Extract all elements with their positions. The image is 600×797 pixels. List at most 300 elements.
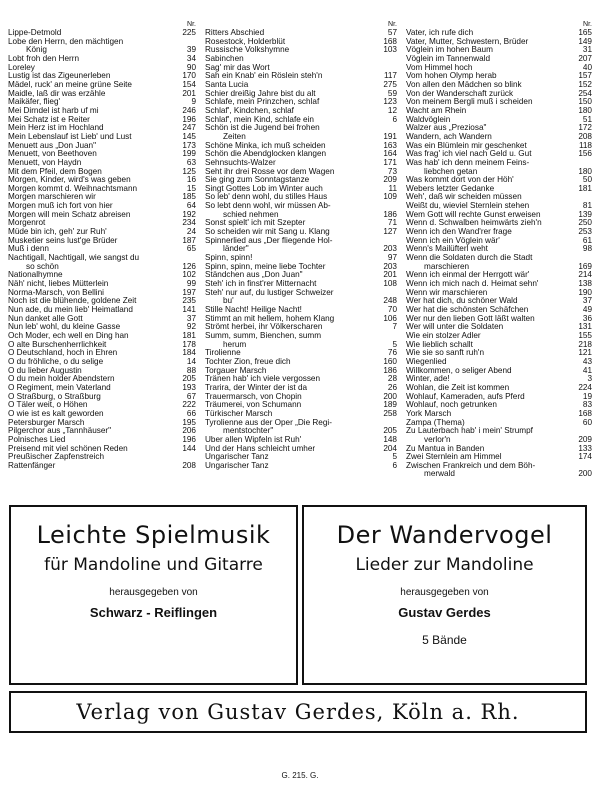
song-title: Nachtigall, Nachtigall, wie sangst du bbox=[8, 254, 140, 263]
song-number: 206 bbox=[182, 426, 196, 436]
song-title: Was kommt dort von der Höh' bbox=[406, 176, 514, 185]
index-entry bbox=[8, 55, 196, 64]
song-title: Menuett aus „Don Juan" bbox=[8, 141, 97, 150]
song-number: 173 bbox=[182, 140, 196, 150]
song-title: Zeiten bbox=[223, 132, 246, 141]
index-entry bbox=[8, 168, 196, 177]
song-title: Träumerei, von Schumann bbox=[205, 401, 302, 410]
song-title: Morgen will mein Schatz abreisen bbox=[8, 210, 131, 219]
song-number: 26 bbox=[387, 382, 397, 392]
song-title: Wenn wir marschieren bbox=[406, 288, 488, 297]
song-number: 108 bbox=[383, 279, 397, 289]
index-entry bbox=[406, 168, 592, 177]
song-title: Schlaf', Kindchen, schlaf bbox=[205, 106, 294, 115]
song-title: Lobt froh den Herrn bbox=[8, 54, 80, 63]
song-title: Vom hohen Olymp herab bbox=[406, 72, 497, 81]
index-entry bbox=[8, 375, 196, 384]
song-title: Lobe den Herrn, den mächtigen bbox=[8, 37, 124, 46]
index-entry bbox=[406, 237, 592, 246]
index-entry bbox=[205, 453, 397, 462]
song-number: 109 bbox=[383, 192, 397, 202]
index-entry bbox=[406, 341, 592, 350]
ad-left-editor: Schwarz - Reiflingen bbox=[89, 605, 218, 620]
index-entry bbox=[8, 237, 196, 246]
song-title: Sonst spielt' ich mit Szepter bbox=[205, 219, 306, 228]
song-title: Waldvöglein bbox=[406, 115, 451, 124]
index-entry bbox=[406, 393, 592, 402]
song-title: Ritters Abschied bbox=[205, 29, 265, 37]
index-entry bbox=[205, 358, 397, 367]
index-entry bbox=[406, 81, 592, 90]
song-title: Vater, Mutter, Schwestern, Brüder bbox=[406, 37, 529, 46]
index-entry bbox=[205, 297, 397, 306]
song-number: 83 bbox=[582, 400, 592, 410]
song-title: Morgen, Kinder, wird's was geben bbox=[8, 176, 131, 185]
song-index bbox=[8, 20, 592, 493]
index-entry bbox=[8, 419, 196, 428]
song-title: O wie ist es kalt geworden bbox=[8, 409, 104, 418]
index-entry bbox=[406, 211, 592, 220]
song-title: Zu Lauterbach hab' i mein' Strumpf bbox=[406, 427, 533, 436]
song-number: 205 bbox=[383, 426, 397, 436]
song-title: marschieren bbox=[424, 262, 470, 271]
index-entry bbox=[205, 124, 397, 133]
song-title: O du fröhliche, o du selige bbox=[8, 357, 104, 366]
song-number: 196 bbox=[182, 114, 196, 124]
song-number: 197 bbox=[182, 287, 196, 297]
index-entry bbox=[8, 46, 196, 55]
song-number: 186 bbox=[383, 365, 397, 375]
index-entry bbox=[205, 219, 397, 228]
song-title: Stimmt an mit hellem, hohem Klang bbox=[205, 314, 335, 323]
index-entry bbox=[205, 98, 397, 107]
song-title: Ungarischer Tanz bbox=[205, 461, 269, 470]
song-number: 6 bbox=[392, 114, 397, 124]
song-number: 37 bbox=[186, 313, 196, 323]
song-number: 155 bbox=[578, 330, 592, 340]
song-number: 207 bbox=[578, 53, 592, 63]
index-entry bbox=[8, 263, 196, 272]
song-number: 253 bbox=[578, 227, 592, 237]
song-number: 138 bbox=[578, 279, 592, 289]
song-number: 168 bbox=[383, 36, 397, 46]
song-number: 3 bbox=[587, 374, 592, 384]
index-entry bbox=[205, 384, 397, 393]
index-entry bbox=[8, 367, 196, 376]
song-number: 118 bbox=[578, 140, 592, 150]
song-title: Und der Hans schleicht umher bbox=[205, 444, 316, 453]
index-entry bbox=[205, 133, 397, 142]
song-number: 73 bbox=[387, 166, 397, 176]
song-title: Wer will unter die Soldaten bbox=[406, 323, 504, 332]
index-entry bbox=[205, 306, 397, 315]
index-entry bbox=[8, 81, 196, 90]
advertisements bbox=[9, 505, 587, 733]
ad-right-subtitle: Lieder zur Mandoline bbox=[355, 555, 534, 575]
index-entry bbox=[205, 90, 397, 99]
song-number: 196 bbox=[182, 434, 196, 444]
song-number: 154 bbox=[182, 79, 196, 89]
index-entry bbox=[205, 46, 397, 55]
index-entry bbox=[406, 427, 592, 436]
song-number: 170 bbox=[182, 71, 196, 81]
index-entry bbox=[8, 341, 196, 350]
index-entry bbox=[406, 462, 592, 471]
song-number: 165 bbox=[578, 28, 592, 37]
song-title: Schlafe, mein Prinzchen, schlaf bbox=[205, 98, 320, 107]
index-entry bbox=[8, 436, 196, 445]
index-entry bbox=[205, 185, 397, 194]
song-number: 200 bbox=[578, 469, 592, 479]
song-number: 15 bbox=[186, 183, 196, 193]
index-entry bbox=[8, 254, 196, 263]
song-title: Wohlan, die Zeit ist kommen bbox=[406, 383, 510, 392]
song-title: Vöglein im Tannenwald bbox=[406, 54, 491, 63]
song-title: Norma-Marsch, von Bellini bbox=[8, 288, 105, 297]
song-number: 150 bbox=[578, 97, 592, 107]
index-entry bbox=[406, 245, 592, 254]
song-number: 92 bbox=[186, 322, 196, 332]
index-entry bbox=[406, 219, 592, 228]
song-number: 39 bbox=[186, 45, 196, 55]
index-entry bbox=[8, 323, 196, 332]
nr-column-header: Nr. bbox=[583, 21, 592, 28]
song-title: Singt Gottes Lob im Winter auch bbox=[205, 184, 323, 193]
song-number: 7 bbox=[392, 322, 397, 332]
song-title: Ständchen aus „Don Juan" bbox=[205, 271, 303, 280]
song-title: Menuett, von Beethoven bbox=[8, 150, 97, 159]
song-title: Müde bin ich, geh' zur Ruh' bbox=[8, 228, 107, 237]
song-title: Morgenrot bbox=[8, 219, 46, 228]
song-number: 172 bbox=[578, 123, 592, 133]
song-title: Nun danket alle Gott bbox=[8, 314, 83, 323]
ad-der-wandervogel bbox=[302, 505, 587, 685]
song-title: Wandern, ach Wandern bbox=[406, 132, 492, 141]
index-entry bbox=[406, 367, 592, 376]
index-entry bbox=[8, 462, 196, 471]
song-title: Zwischen Frankreich und dem Böh- bbox=[406, 461, 536, 470]
song-title: Weißt du, wieviel Sternlein stehen bbox=[406, 202, 530, 211]
index-entry bbox=[205, 159, 397, 168]
index-entry bbox=[406, 176, 592, 185]
song-title: Nun ade, du mein lieb' Heimatland bbox=[8, 306, 133, 314]
song-title: Preisend mit viel schönen Reden bbox=[8, 444, 128, 453]
song-title: Morgen marschieren wir bbox=[8, 193, 96, 202]
index-entry bbox=[406, 445, 592, 454]
nr-column-header: Nr. bbox=[388, 21, 397, 28]
song-title: Mein Herz ist im Hochland bbox=[8, 124, 104, 133]
song-number: 14 bbox=[186, 356, 196, 366]
song-number: 203 bbox=[383, 261, 397, 271]
index-entry bbox=[406, 410, 592, 419]
song-number: 139 bbox=[578, 209, 592, 219]
song-number: 41 bbox=[582, 365, 592, 375]
index-entry bbox=[406, 332, 592, 341]
index-entry bbox=[8, 315, 196, 324]
index-entry bbox=[205, 367, 397, 376]
song-number: 141 bbox=[182, 305, 196, 314]
index-entry bbox=[205, 436, 397, 445]
song-title: Zwei Sternlein am Himmel bbox=[406, 453, 502, 462]
song-number: 152 bbox=[578, 79, 592, 89]
song-title: Tränen hab' ich viele vergossen bbox=[205, 375, 321, 384]
song-number: 5 bbox=[392, 452, 397, 462]
index-entry bbox=[205, 55, 397, 64]
song-title: O Regiment, mein Vaterland bbox=[8, 383, 111, 392]
song-title: Wer hat dich, du schöner Wald bbox=[406, 297, 518, 306]
song-title: Trarira, der Winter der ist da bbox=[205, 383, 308, 392]
song-title: Mei Schatz ist e Reiter bbox=[8, 115, 90, 124]
index-entry bbox=[406, 29, 592, 38]
song-number: 181 bbox=[182, 330, 196, 340]
song-number: 168 bbox=[578, 408, 592, 418]
song-number: 34 bbox=[186, 53, 196, 63]
index-entry bbox=[8, 349, 196, 358]
song-number: 174 bbox=[578, 452, 592, 462]
song-title: Och Moder, ech well en Ding han bbox=[8, 331, 129, 340]
song-title: Noch ist die blühende, goldene Zeit bbox=[8, 297, 137, 306]
index-entry bbox=[8, 289, 196, 298]
index-column-2 bbox=[205, 20, 397, 493]
song-title: So lebt denn wohl, wir müssen Ab- bbox=[205, 202, 331, 211]
song-number: 180 bbox=[578, 166, 592, 176]
index-entry bbox=[406, 133, 592, 142]
song-number: 160 bbox=[383, 356, 397, 366]
song-title: Steh' ich in finst'rer Mitternacht bbox=[205, 280, 317, 289]
index-entry bbox=[8, 133, 196, 142]
song-title: Tochter Zion, freue dich bbox=[205, 357, 291, 366]
index-entry bbox=[406, 116, 592, 125]
index-entry bbox=[8, 384, 196, 393]
song-number: 90 bbox=[186, 62, 196, 72]
song-title: Torgauer Marsch bbox=[205, 366, 267, 375]
index-entry bbox=[8, 159, 196, 168]
song-number: 164 bbox=[383, 149, 397, 159]
index-entry bbox=[8, 176, 196, 185]
song-title: Spinn, spinn! bbox=[205, 254, 253, 263]
song-title: Sah ein Knab' ein Röslein steh'n bbox=[205, 72, 323, 81]
song-title: Wer nur den lieben Gott läßt walten bbox=[406, 314, 535, 323]
song-number: 149 bbox=[578, 36, 592, 46]
song-title: Nationalhymne bbox=[8, 271, 63, 280]
index-entry bbox=[8, 202, 196, 211]
song-number: 157 bbox=[578, 71, 592, 81]
index-entry bbox=[406, 289, 592, 298]
index-entry bbox=[205, 349, 397, 358]
song-title: mentstochter" bbox=[223, 427, 274, 436]
index-entry bbox=[205, 64, 397, 73]
index-entry bbox=[406, 254, 592, 263]
song-number: 28 bbox=[387, 374, 397, 384]
song-number: 250 bbox=[578, 218, 592, 228]
index-entry bbox=[406, 228, 592, 237]
song-title: Zu Mantua in Banden bbox=[406, 444, 485, 453]
song-title: Stille Nacht! Heilige Nacht! bbox=[205, 306, 302, 314]
index-entry bbox=[8, 72, 196, 81]
song-number: 224 bbox=[578, 382, 592, 392]
song-number: 66 bbox=[186, 408, 196, 418]
song-title: Russische Volkshymne bbox=[205, 46, 290, 55]
song-number: 60 bbox=[582, 417, 592, 427]
index-entry bbox=[205, 315, 397, 324]
song-number: 246 bbox=[182, 105, 196, 115]
song-number: 201 bbox=[182, 88, 196, 98]
song-number: 24 bbox=[186, 227, 196, 237]
song-title: Tirolienne bbox=[205, 349, 241, 358]
song-title: Zampa (Thema) bbox=[406, 418, 465, 427]
index-entry bbox=[205, 341, 397, 350]
song-title: O Täler weit, o Höhen bbox=[8, 401, 88, 410]
song-title: Wacht am Rhein bbox=[406, 106, 467, 115]
index-entry bbox=[205, 401, 397, 410]
song-title: liebchen getan bbox=[424, 167, 478, 176]
song-number: 51 bbox=[582, 114, 592, 124]
song-number: 57 bbox=[387, 28, 397, 37]
song-number: 6 bbox=[392, 460, 397, 470]
song-number: 187 bbox=[182, 235, 196, 245]
index-entry bbox=[8, 150, 196, 159]
song-title: Ungarischer Tanz bbox=[205, 453, 269, 462]
ad-left-subtitle: für Mandoline und Gitarre bbox=[44, 555, 263, 575]
song-title: Schöne Minka, ich muß scheiden bbox=[205, 141, 326, 150]
song-title: O du mein holder Abendstern bbox=[8, 375, 115, 384]
song-number: 12 bbox=[387, 105, 397, 115]
song-title: Polnisches Lied bbox=[8, 435, 66, 444]
index-entry bbox=[205, 193, 397, 202]
index-entry bbox=[406, 323, 592, 332]
index-entry bbox=[406, 280, 592, 289]
song-title: Sabinchen bbox=[205, 54, 244, 63]
song-number: 5 bbox=[392, 339, 397, 349]
song-number: 11 bbox=[388, 183, 397, 193]
index-entry bbox=[406, 349, 592, 358]
song-title: Näh' nicht, liebes Mütterlein bbox=[8, 280, 109, 289]
song-title: Webers letzter Gedanke bbox=[406, 184, 495, 193]
index-entry bbox=[8, 124, 196, 133]
song-number: 275 bbox=[383, 79, 397, 89]
song-number: 99 bbox=[186, 279, 196, 289]
song-number: 204 bbox=[383, 443, 397, 453]
index-entry bbox=[8, 453, 196, 462]
song-number: 181 bbox=[578, 183, 592, 193]
song-title: Wohlauf, noch getrunken bbox=[406, 401, 497, 410]
song-number: 209 bbox=[578, 434, 592, 444]
index-entry bbox=[406, 401, 592, 410]
song-title: Mei Dirndel ist harb uf mi bbox=[8, 106, 99, 115]
song-title: Rattenfänger bbox=[8, 461, 56, 470]
index-entry bbox=[406, 419, 592, 428]
song-number: 234 bbox=[182, 218, 196, 228]
song-number: 121 bbox=[578, 348, 592, 358]
index-entry bbox=[406, 90, 592, 99]
index-entry bbox=[8, 211, 196, 220]
song-title: Seht ihr drei Rosse vor dem Wagen bbox=[205, 167, 335, 176]
index-entry bbox=[205, 289, 397, 298]
index-entry bbox=[8, 271, 196, 280]
song-title: Sie ging zum Sonntagstanze bbox=[205, 176, 310, 185]
index-entry bbox=[205, 81, 397, 90]
nr-column-header: Nr. bbox=[187, 21, 196, 28]
song-title: Von allen den Mädchen so blink bbox=[406, 80, 522, 89]
song-number: 36 bbox=[582, 313, 592, 323]
index-entry bbox=[205, 142, 397, 151]
index-entry bbox=[8, 107, 196, 116]
ad-leichte-spielmusik bbox=[9, 505, 298, 685]
song-number: 131 bbox=[578, 322, 592, 332]
song-number: 81 bbox=[582, 201, 592, 211]
song-title: Muß i denn bbox=[8, 245, 49, 254]
publisher-imprint: Verlag von Gustav Gerdes, Köln a. Rh. bbox=[9, 691, 587, 733]
index-entry bbox=[205, 271, 397, 280]
song-number: 201 bbox=[383, 270, 397, 280]
song-number: 180 bbox=[578, 105, 592, 115]
index-entry bbox=[8, 297, 196, 306]
index-entry bbox=[205, 445, 397, 454]
song-number: 125 bbox=[182, 166, 196, 176]
index-entry bbox=[406, 38, 592, 47]
song-title: Vöglein im hohen Baum bbox=[406, 46, 493, 55]
song-number: 61 bbox=[582, 235, 592, 245]
index-entry bbox=[8, 193, 196, 202]
song-title: so schön bbox=[26, 262, 59, 271]
song-number: 214 bbox=[578, 270, 592, 280]
song-title: Mädel, ruck' an meine grüne Seite bbox=[8, 80, 132, 89]
song-number: 189 bbox=[383, 400, 397, 410]
song-number: 88 bbox=[186, 365, 196, 375]
song-title: Trauermarsch, von Chopin bbox=[205, 392, 302, 401]
index-entry bbox=[205, 107, 397, 116]
song-title: Lippe-Detmold bbox=[8, 29, 62, 37]
song-title: Nun leb' wohl, du kleine Gasse bbox=[8, 323, 121, 332]
song-number: 71 bbox=[387, 218, 397, 228]
song-title: Steh' nur auf, du lustiger Schweizer bbox=[205, 288, 334, 297]
song-number: 16 bbox=[186, 175, 196, 185]
song-title: Morgen kommt d. Weihnachtsmann bbox=[8, 184, 138, 193]
index-entry bbox=[8, 142, 196, 151]
song-number: 37 bbox=[582, 296, 592, 306]
song-title: Loreley bbox=[8, 63, 35, 72]
index-entry bbox=[406, 436, 592, 445]
song-title: Wiegenlied bbox=[406, 357, 447, 366]
index-entry bbox=[205, 245, 397, 254]
song-title: Pilgerchor aus „Tannhäuser" bbox=[8, 427, 112, 436]
song-number: 248 bbox=[383, 296, 397, 306]
index-entry bbox=[205, 150, 397, 159]
song-title: Tyrolienne aus der Oper „Die Regi- bbox=[205, 418, 332, 427]
index-entry bbox=[205, 280, 397, 289]
song-title: Strömt herbei, ihr Völkerscharen bbox=[205, 323, 323, 332]
index-entry bbox=[205, 72, 397, 81]
index-entry bbox=[8, 64, 196, 73]
song-title: York Marsch bbox=[406, 409, 452, 418]
song-title: verlor'n bbox=[424, 435, 451, 444]
song-title: Spinn, spinn, meine liebe Tochter bbox=[205, 262, 326, 271]
index-entry bbox=[406, 185, 592, 194]
song-title: Maidle, laß dir was erzähle bbox=[8, 89, 106, 98]
song-title: Wer hat die schönsten Schäfchen bbox=[406, 306, 529, 314]
index-column-1 bbox=[8, 20, 196, 493]
song-title: Wem Gott will rechte Gunst erweisen bbox=[406, 210, 541, 219]
song-number: 222 bbox=[182, 400, 196, 410]
song-number: 225 bbox=[182, 28, 196, 37]
index-entry bbox=[406, 358, 592, 367]
index-entry bbox=[406, 98, 592, 107]
song-title: Schön ist die Jugend bei frohen bbox=[205, 124, 320, 133]
index-entry bbox=[8, 245, 196, 254]
song-number: 195 bbox=[182, 417, 196, 427]
song-number: 102 bbox=[182, 270, 196, 280]
song-title: Schön die Abendglocken klangen bbox=[205, 150, 327, 159]
